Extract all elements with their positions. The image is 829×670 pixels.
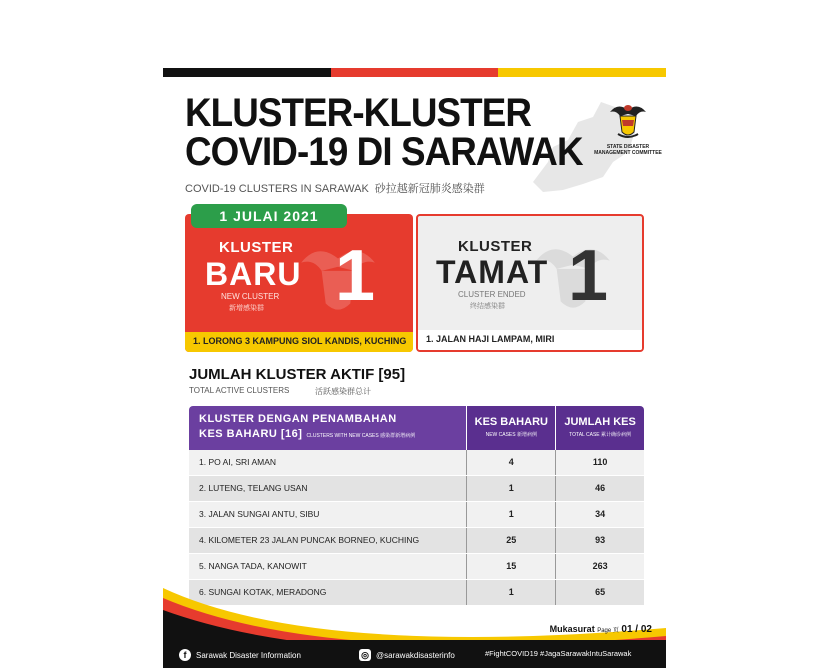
table-header-line-2	[199, 428, 415, 440]
instagram-label: @sarawakdisasterinfo	[376, 650, 455, 660]
subtitle-cn: 砂拉越新冠肺炎感染群	[374, 183, 485, 195]
page-subtitle	[185, 180, 485, 196]
clusters-table	[189, 406, 644, 606]
ended-cluster-item: 1. JALAN HAJI LAMPAM, MIRI	[426, 334, 555, 344]
page-label: Mukasurat	[549, 624, 595, 634]
active-clusters-title: JUMLAH KLUSTER AKTIF [95]	[189, 366, 406, 383]
color-bar-black	[163, 68, 331, 77]
footer-bar	[163, 640, 666, 668]
instagram-icon: ◎	[359, 649, 371, 661]
new-cases: 1	[466, 580, 555, 605]
color-bar-red	[331, 68, 499, 77]
table-header-new-cases	[466, 406, 555, 450]
new-cluster-card	[185, 214, 413, 352]
title-line-2: COVID-19 DI SARAWAK	[185, 130, 583, 174]
ended-cluster-count: 1	[568, 236, 609, 316]
col2-label: JUMLAH KES	[564, 416, 636, 428]
ended-cluster-label-small: KLUSTER	[458, 238, 533, 255]
active-clusters-cn: 活跃感染群总计	[315, 387, 371, 396]
hornbill-emblem-icon	[606, 98, 650, 142]
table-row	[189, 450, 644, 476]
cluster-name: 4. KILOMETER 23 JALAN PUNCAK BORNEO, KUCHING	[199, 535, 420, 545]
cluster-name: 1. PO AI, SRI AMAN	[199, 457, 276, 467]
total-cases: 93	[555, 528, 644, 553]
hashtags: #FightCOVID19 #JagaSarawakIntuSarawak	[485, 649, 632, 658]
total-cases: 65	[555, 580, 644, 605]
table-header-total-cases	[555, 406, 644, 450]
table-header-count: KES BAHARU [16]	[199, 428, 303, 440]
new-cluster-label-small: KLUSTER	[219, 239, 294, 256]
new-cluster-label-big: BARU	[205, 256, 302, 292]
cluster-name: 2. LUTENG, TELANG USAN	[199, 483, 308, 493]
table-row	[189, 554, 644, 580]
cluster-name: 5. NANGA TADA, KANOWIT	[199, 561, 307, 571]
page-title	[185, 91, 583, 174]
cluster-name: 3. JALAN SUNGAI ANTU, SIBU	[199, 509, 320, 519]
total-cases: 34	[555, 502, 644, 527]
table-row	[189, 502, 644, 528]
new-cluster-label-cn: 新增感染群	[229, 304, 264, 312]
new-cases: 4	[466, 450, 555, 475]
cluster-name: 6. SUNGAI KOTAK, MERADONG	[199, 587, 327, 597]
new-cases: 1	[466, 476, 555, 501]
table-header-small: CLUSTERS WITH NEW CASES 感染群新增病例	[306, 433, 416, 439]
col2-label-small: TOTAL CASE 累计确诊病例	[569, 432, 632, 438]
table-row	[189, 476, 644, 502]
logo-caption-2: MANAGEMENT COMMITTEE	[594, 150, 662, 156]
table-header	[189, 406, 644, 450]
ended-cluster-label-big: TAMAT	[436, 254, 549, 290]
title-line-1: KLUSTER-KLUSTER	[185, 91, 532, 135]
new-cluster-item: 1. LORONG 3 KAMPUNG SIOL KANDIS, KUCHING	[193, 336, 407, 346]
active-clusters-en: TOTAL ACTIVE CLUSTERS	[189, 386, 290, 395]
facebook-link[interactable]	[179, 649, 301, 661]
page-label-small: Page 页	[597, 628, 619, 634]
total-cases: 46	[555, 476, 644, 501]
ended-cluster-card	[416, 214, 644, 352]
new-cases: 25	[466, 528, 555, 553]
col1-label-small: NEW CASES 新增病例	[485, 432, 537, 438]
new-cases: 15	[466, 554, 555, 579]
ended-cluster-label-en: CLUSTER ENDED	[458, 290, 526, 299]
new-cluster-count: 1	[335, 236, 376, 316]
new-cases: 1	[466, 502, 555, 527]
new-cluster-list	[185, 332, 413, 352]
logo-caption-1: STATE DISASTER	[606, 144, 650, 150]
table-header-line-1: KLUSTER DENGAN PENAMBAHAN	[199, 413, 397, 425]
ended-cluster-list	[418, 330, 642, 350]
col1-label: KES BAHARU	[474, 416, 548, 428]
facebook-icon: f	[179, 649, 191, 661]
date-badge: 1 JULAI 2021	[191, 204, 347, 228]
total-cases: 263	[555, 554, 644, 579]
infographic-poster	[163, 68, 666, 668]
ended-cluster-label-cn: 终结感染群	[470, 302, 505, 310]
instagram-link[interactable]	[359, 649, 455, 661]
color-bar	[163, 68, 666, 77]
sdmc-logo	[593, 98, 663, 156]
subtitle-en: COVID-19 CLUSTERS IN SARAWAK	[185, 183, 369, 195]
page-number: 01 / 02	[621, 624, 652, 635]
new-cluster-label-en: NEW CLUSTER	[221, 292, 280, 301]
page-indicator	[550, 624, 652, 635]
table-row	[189, 528, 644, 554]
color-bar-yellow	[498, 68, 666, 77]
table-body	[189, 450, 644, 606]
total-cases: 110	[555, 450, 644, 475]
facebook-label: Sarawak Disaster Information	[196, 650, 301, 660]
table-header-cluster	[189, 406, 466, 450]
